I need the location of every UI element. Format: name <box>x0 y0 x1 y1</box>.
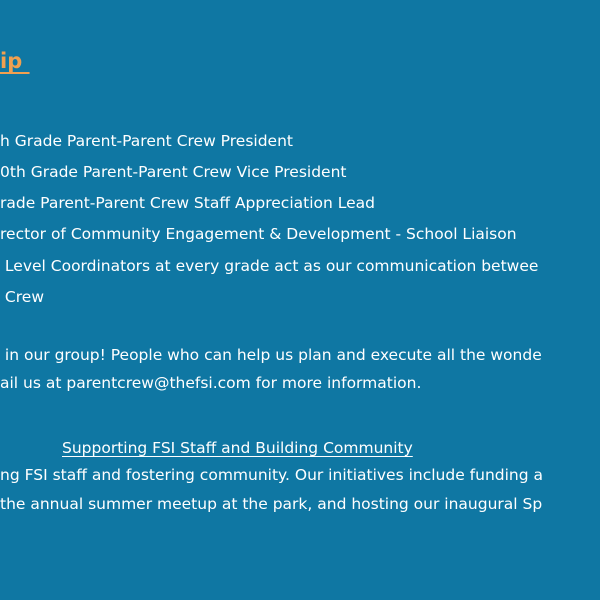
role-line-coordinators: Level Coordinators at every grade act as our communication betwee <box>0 257 539 275</box>
role-line-crew: Crew <box>0 288 44 306</box>
role-line-vice-president: 0th Grade Parent-Parent Crew Vice President <box>0 163 347 181</box>
role-line-director: rector of Community Engagement & Development - School Liaison <box>0 225 517 243</box>
section-title: Supporting FSI Staff and Building Community <box>62 439 413 457</box>
join-line-2: ail us at parentcrew@thefsi.com for more information. <box>0 374 422 392</box>
section-body-line-2: the annual summer meetup at the park, and hosting our inaugural Sp <box>0 495 543 513</box>
slide-heading: ip <box>0 49 30 73</box>
role-line-president: h Grade Parent-Parent Crew President <box>0 132 293 150</box>
join-line-1: in our group! People who can help us plan and execute all the wonde <box>0 346 542 364</box>
role-line-staff-appreciation: rade Parent-Parent Crew Staff Appreciation Lead <box>0 194 375 212</box>
section-body-line-1: ng FSI staff and fostering community. Our initiatives include funding a <box>0 466 544 484</box>
